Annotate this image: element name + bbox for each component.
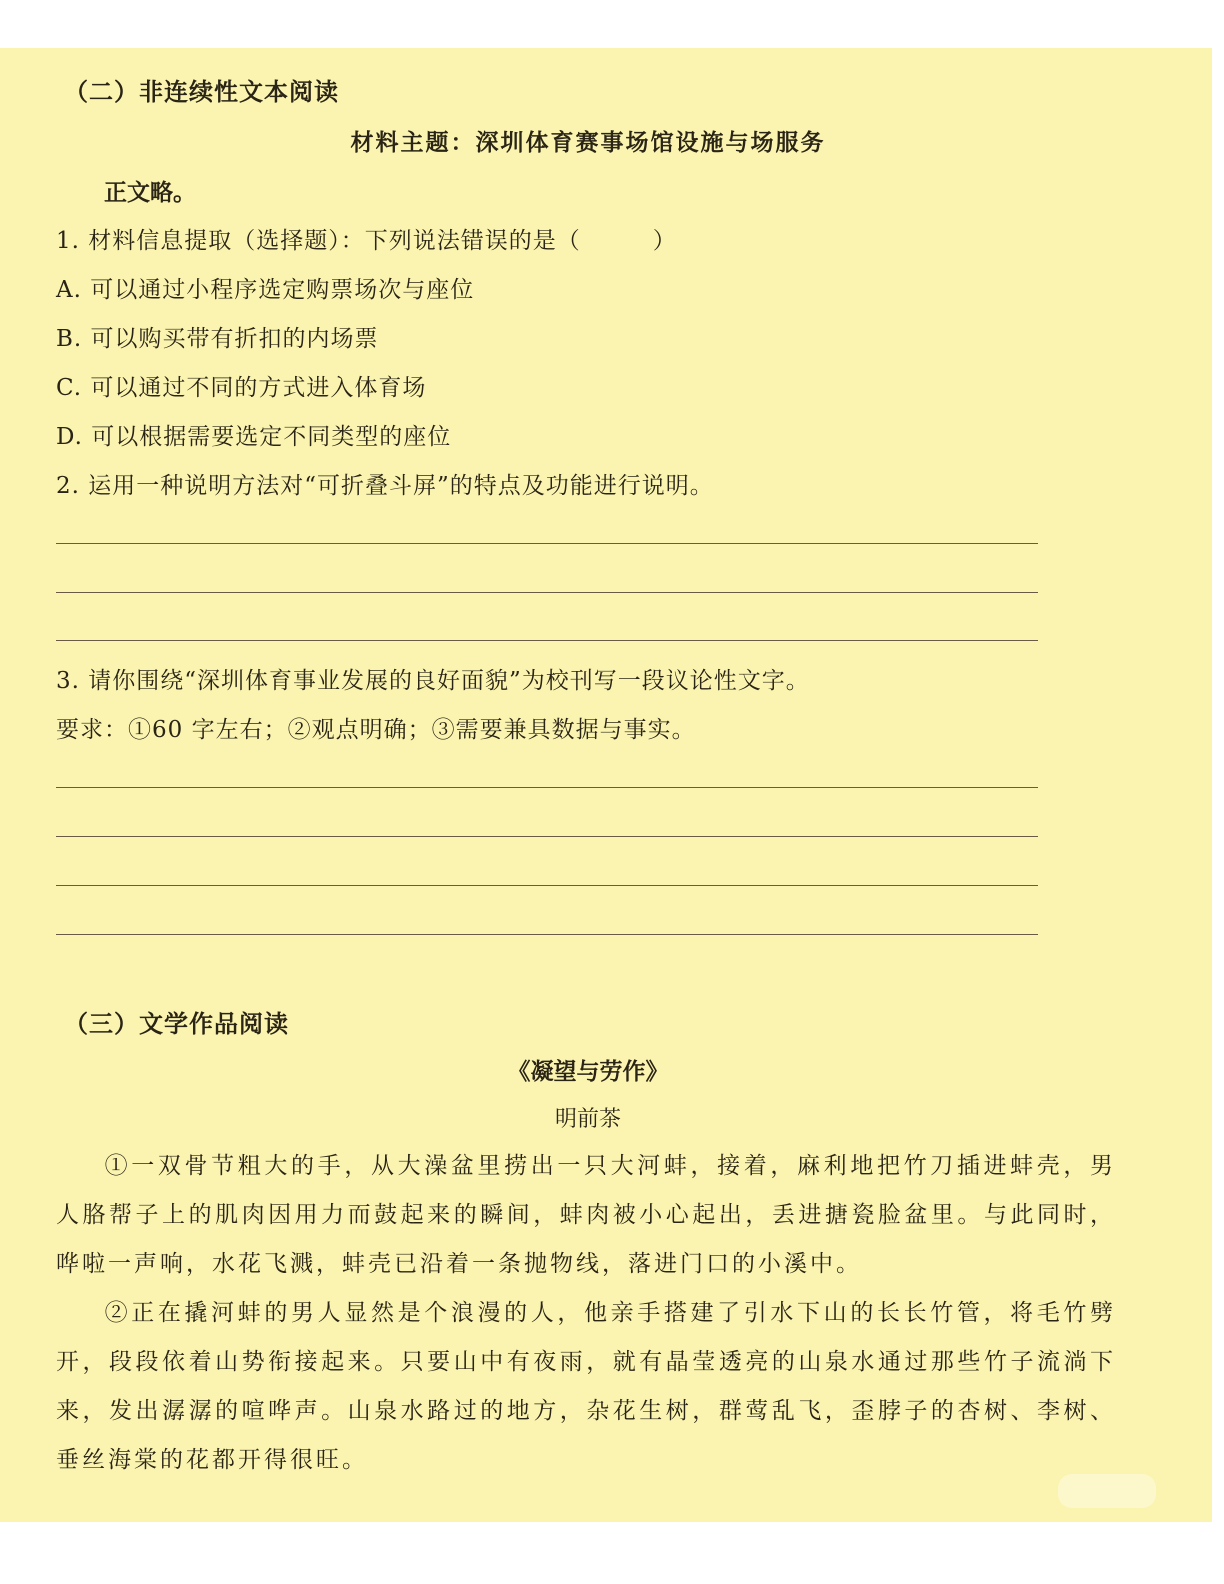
section-heading-nonliterary: （二）非连续性文本阅读 — [64, 77, 339, 106]
question-3-stem: 3. 请你围绕“深圳体育事业发展的良好面貌”为校刊写一段议论性文字。 — [56, 668, 810, 694]
question-1-option-c: C. 可以通过不同的方式进入体育场 — [56, 375, 427, 401]
body-omitted-note: 正文略。 — [104, 179, 196, 206]
answer-line — [56, 885, 1038, 886]
answer-line — [56, 592, 1038, 593]
answer-line — [56, 787, 1038, 788]
answer-line — [56, 934, 1038, 935]
material-title: 材料主题：深圳体育赛事场馆设施与场服务 — [350, 129, 826, 156]
question-2-stem: 2. 运用一种说明方法对“可折叠斗屏”的特点及功能进行说明。 — [56, 473, 714, 499]
answer-line — [56, 836, 1038, 837]
question-1-option-a: A. 可以通过小程序选定购票场次与座位 — [56, 277, 475, 303]
answer-line — [56, 640, 1038, 641]
article-paragraph-2: ②正在撬河蚌的男人显然是个浪漫的人，他亲手搭建了引水下山的长长竹管，将毛竹劈开，段段依着山势衔接起来。只要山中有夜雨，就有晶莹透亮的山泉水通过那些竹子流淌下来，发出潺潺的喧哗声。山泉水路过的地方，杂花生树，群莺乱飞，歪脖子的杏树、李树、垂丝海棠的花都开得很旺。 — [56, 1300, 1116, 1473]
article-title: 《凝望与劳作》 — [507, 1058, 669, 1085]
section-heading-literary: （三）文学作品阅读 — [64, 1009, 289, 1038]
faint-watermark-badge — [1058, 1474, 1156, 1508]
question-1-option-b: B. 可以购买带有折扣的内场票 — [56, 326, 379, 352]
question-3-requirements: 要求：①60 字左右；②观点明确；③需要兼具数据与事实。 — [56, 717, 696, 743]
article-paragraph-1: ①一双骨节粗大的手，从大澡盆里捞出一只大河蚌，接着，麻利地把竹刀插进蚌壳，男人胳帮子上的肌肉因用力而鼓起来的瞬间，蚌肉被小心起出，丢进搪瓷脸盆里。与此同时，哗啦一声响，水花飞溅，蚌壳已沿着一条抛物线，落进门口的小溪中。 — [56, 1153, 1116, 1277]
question-1-stem: 1. 材料信息提取（选择题）：下列说法错误的是（ ） — [56, 228, 677, 254]
answer-line — [56, 543, 1038, 544]
article-author: 明前茶 — [554, 1107, 621, 1132]
question-1-option-d: D. 可以根据需要选定不同类型的座位 — [56, 424, 452, 450]
